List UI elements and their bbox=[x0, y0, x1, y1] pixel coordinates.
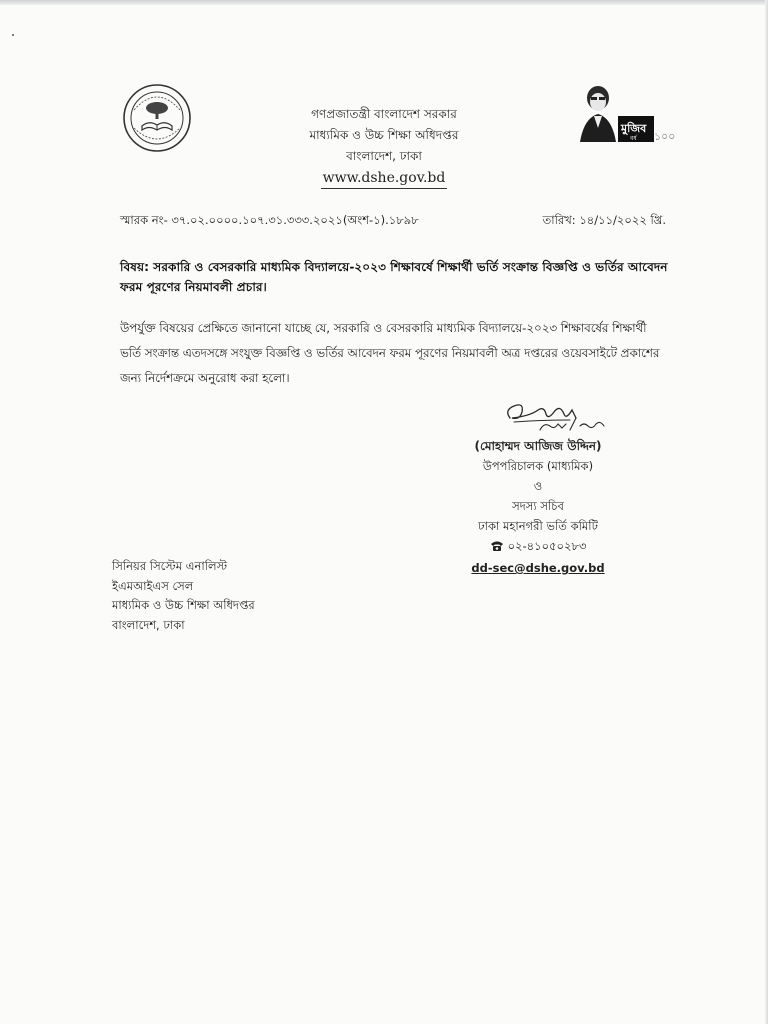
phone-row bbox=[490, 536, 587, 556]
recipient-address bbox=[112, 557, 372, 635]
signatory-designation: উপপরিচালক (মাধ্যমিক) bbox=[482, 459, 594, 473]
letterhead bbox=[240, 104, 528, 189]
subject: বিষয়: সরকারি ও বেসরকারি মাধ্যমিক বিদ্যালয়ে-২০২৩ শিক্ষাবর্ষে শিক্ষার্থী ভর্তি সংক্রান্ত বিজ্ঞপ্তি ও ভর্তির আবেদন ফরম পূরণের নিয়মাবলী প্রচার। bbox=[120, 260, 668, 294]
svg-text:মুজিব: মুজিব bbox=[621, 122, 647, 135]
email-link[interactable]: dd-sec@dshe.gov.bd bbox=[471, 561, 605, 575]
recipient-department: মাধ্যমিক ও উচ্চ শিক্ষা অধিদপ্তর bbox=[112, 598, 255, 612]
signature-icon bbox=[500, 396, 618, 436]
website-link[interactable]: www.dshe.gov.bd bbox=[321, 168, 448, 189]
memo-number: স্মারক নং- ৩৭.০২.০০০০.১০৭.৩১.৩৩৩.২০২১(অংশ-১).১৮৯৮ bbox=[120, 213, 419, 227]
telephone-icon bbox=[490, 540, 504, 552]
memo-date: তারিখ: ১৪/১১/২০২২ খ্রি. bbox=[542, 213, 666, 227]
recipient-cell: ইএমআইএস সেল bbox=[112, 578, 194, 593]
dshe-seal-logo bbox=[118, 82, 196, 154]
body-paragraph: উপর্যুক্ত বিষয়ের প্রেক্ষিতে জানানো যাচ্ছে যে, সরকারি ও বেসরকারি মাধ্যমিক বিদ্যালয়ে-২০২৩ শিক্ষাবর্ষের শিক্ষার্থী ভর্তি সংক্রান্ত এতদসঙ্গে সংযুক্ত বিজ্ঞপ্তি ও ভর্তির আবেদন ফরম পূরণের নিয়মাবলী অত্র দপ্তরের ওয়েবসাইটে প্রকাশের জন্য নির্দেশক্রমে অনুরোধ করা হলো। bbox=[120, 321, 660, 385]
signatory-role: সদস্য সচিব bbox=[512, 499, 564, 513]
recipient-location: বাংলাদেশ, ঢাকা bbox=[112, 617, 185, 632]
svg-text:১০০: ১০০ bbox=[654, 130, 676, 143]
handwritten-signature bbox=[500, 396, 618, 436]
scan-edge-top bbox=[0, 0, 768, 5]
reference-line bbox=[120, 212, 666, 230]
phone-number: ০২-৪১০৫০২৮৩ bbox=[507, 539, 587, 553]
signatory-committee: ঢাকা মহানগরী ভর্তি কমিটি bbox=[478, 519, 598, 533]
mujib-portrait-icon bbox=[574, 80, 676, 148]
svg-text:বর্ষ: বর্ষ bbox=[630, 135, 637, 142]
dshe-seal-icon bbox=[118, 82, 196, 154]
recipient-title: সিনিয়র সিস্টেম এনালিস্ট bbox=[112, 559, 228, 573]
signatory-name: (মোহাম্মদ আজিজ উদ্দিন) bbox=[474, 439, 602, 453]
mujib-borsho-logo bbox=[574, 80, 676, 148]
department-name: মাধ্যমিক ও উচ্চ শিক্ষা অধিদপ্তর bbox=[309, 128, 459, 142]
scan-speck bbox=[12, 34, 14, 36]
signatory-conjunction: ও bbox=[533, 479, 543, 493]
govt-name: গণপ্রজাতন্ত্রী বাংলাদেশ সরকার bbox=[311, 107, 457, 121]
signatory-block bbox=[448, 436, 628, 578]
location: বাংলাদেশ, ঢাকা bbox=[346, 149, 422, 163]
